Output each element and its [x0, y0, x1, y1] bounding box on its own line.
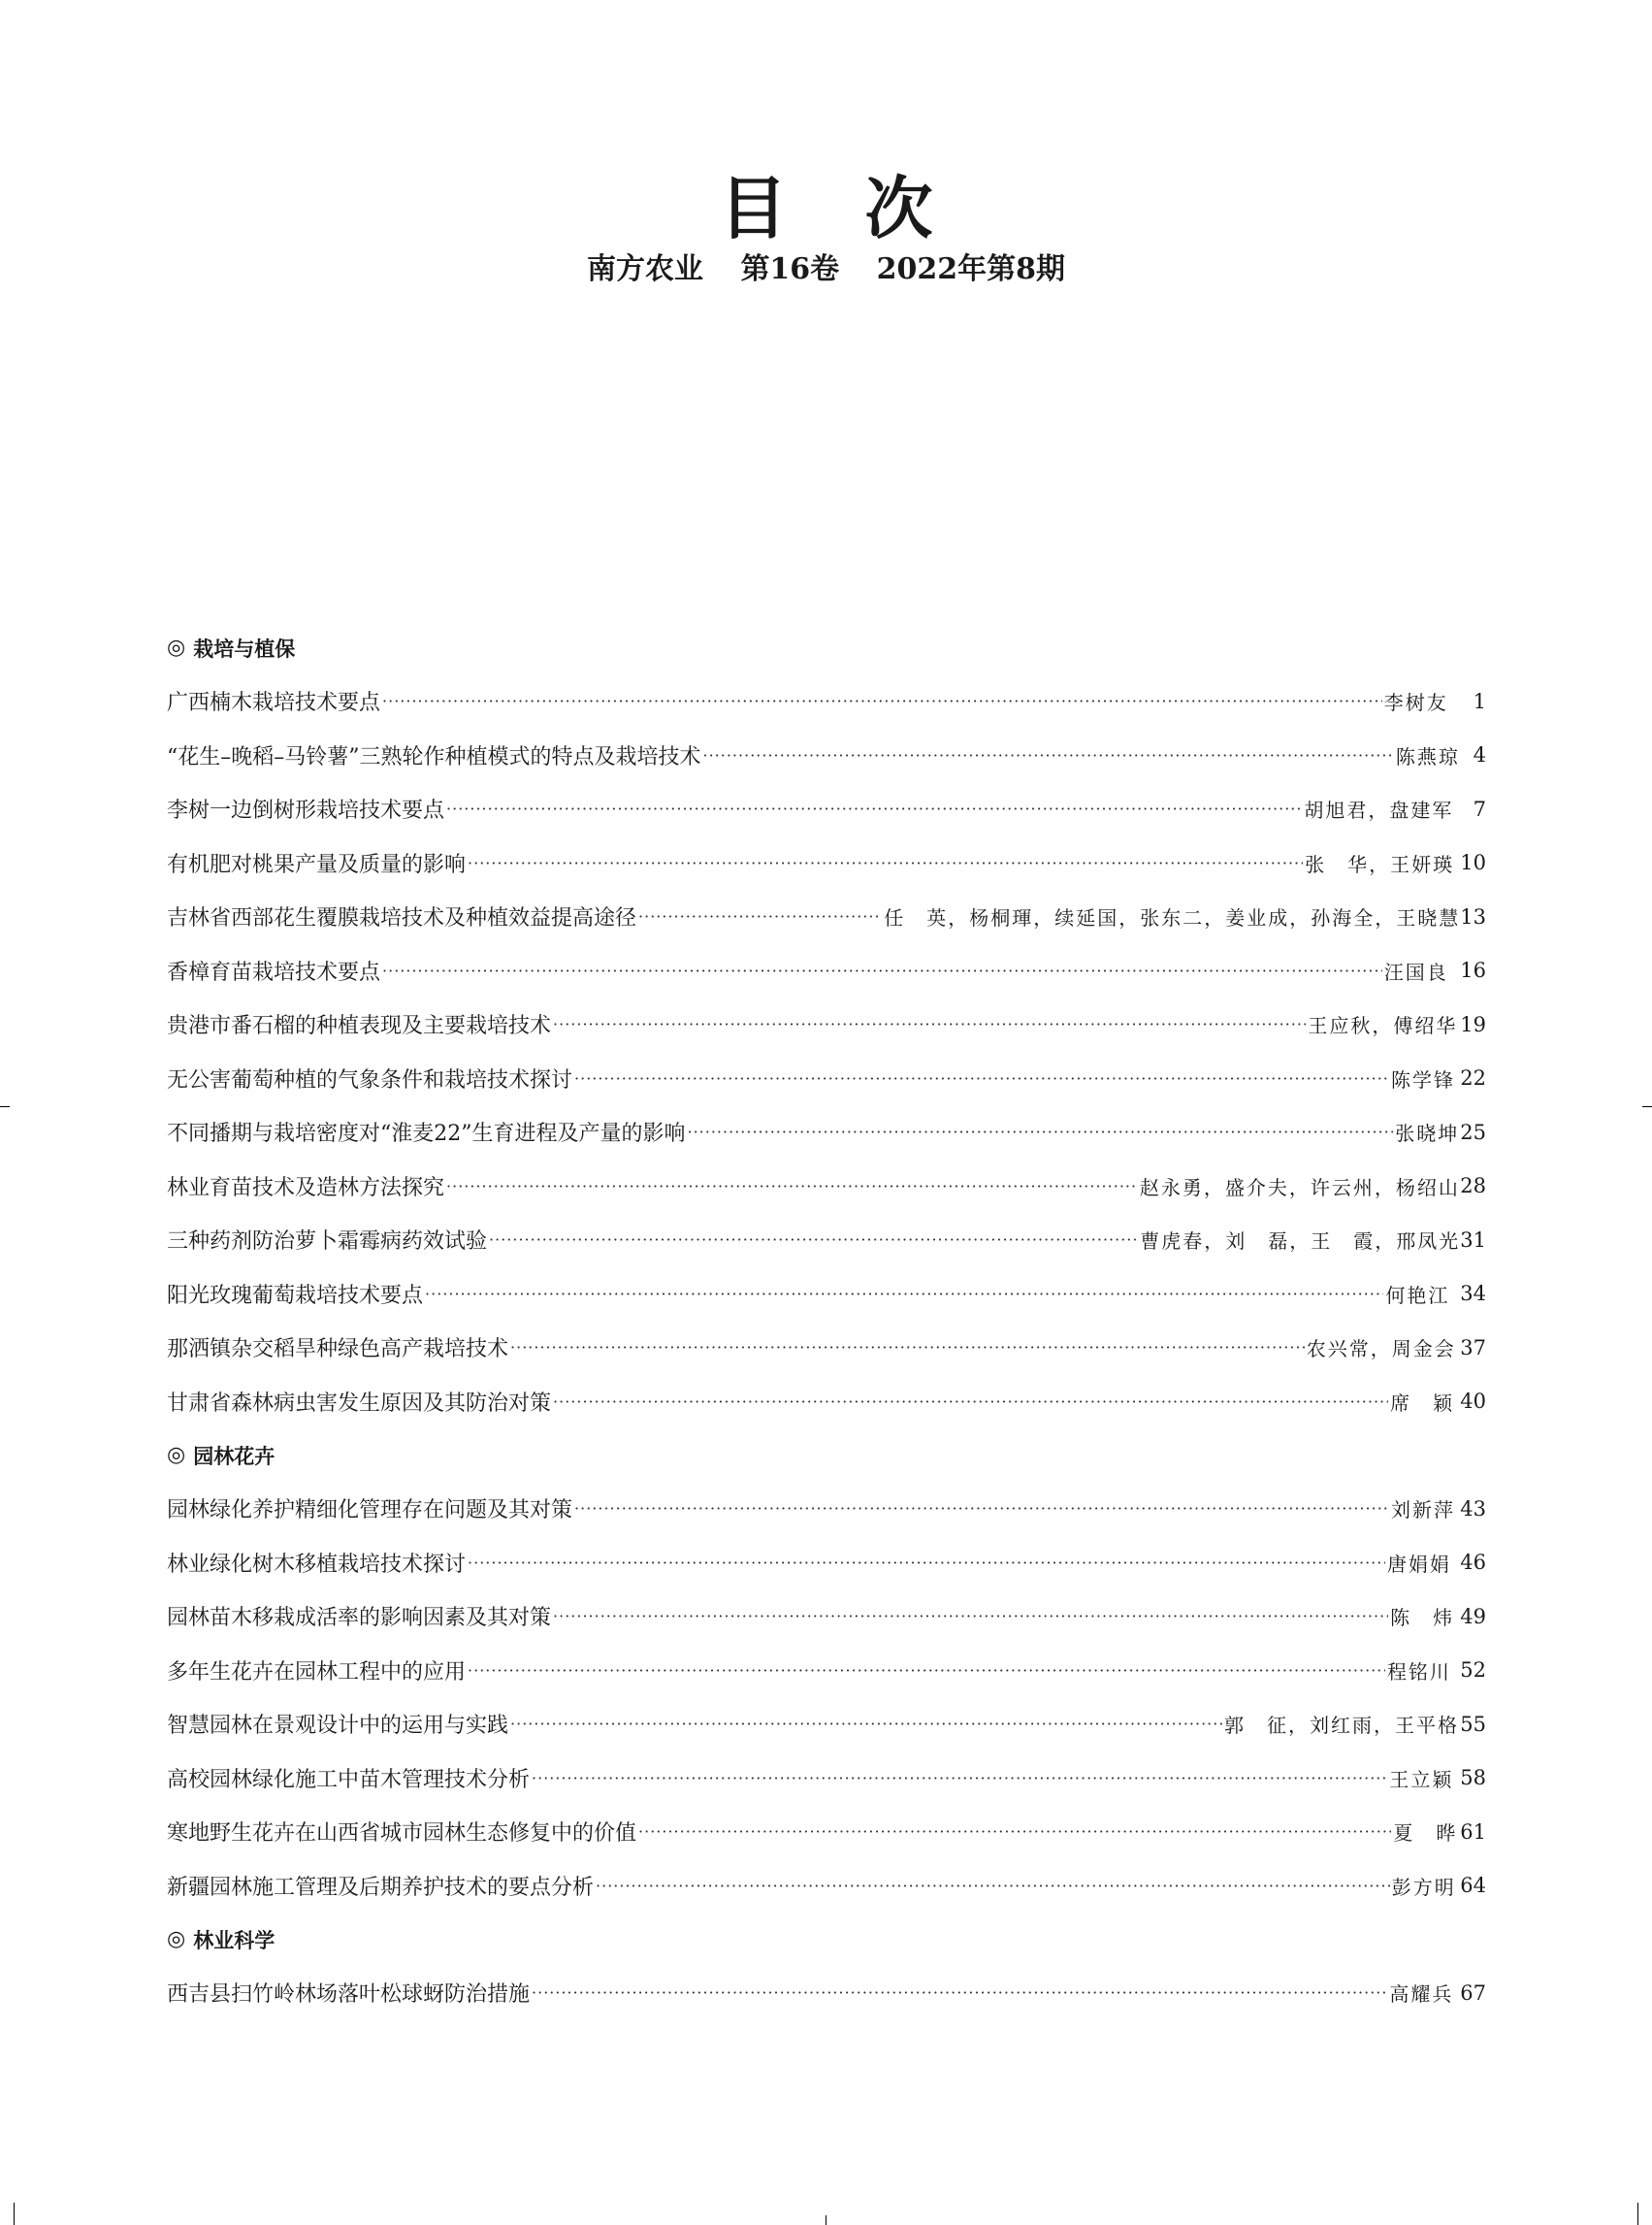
dot-leader — [638, 907, 882, 926]
toc-entry[interactable] — [167, 1052, 1486, 1106]
dot-leader — [510, 1338, 1305, 1357]
dot-leader — [553, 1015, 1306, 1033]
article-authors: 郭 征，刘红雨，王平格 — [1224, 1714, 1460, 1738]
article-title: 园林苗木移栽成活率的影响因素及其对策 — [167, 1606, 552, 1631]
article-authors: 农兴常，周金会 — [1306, 1337, 1456, 1361]
toc-entry[interactable] — [167, 944, 1486, 998]
article-authors: 唐娟娟 — [1386, 1552, 1451, 1576]
dot-leader — [425, 1285, 1383, 1303]
section-name: 栽培与植保 — [193, 637, 296, 661]
table-of-contents — [167, 621, 1486, 2020]
article-authors: 任 英，杨桐琿，续延国，张东二，姜业成，孙海全，王晓慧 — [884, 906, 1461, 931]
toc-entry[interactable] — [167, 1105, 1486, 1160]
section-name: 园林花卉 — [193, 1444, 275, 1468]
article-title: 甘肃省森林病虫害发生原因及其防治对策 — [167, 1391, 552, 1416]
toc-entry[interactable] — [167, 1482, 1486, 1536]
dot-leader — [532, 1983, 1387, 2002]
dot-leader — [532, 1769, 1387, 1787]
article-title: 西吉县扫竹岭林场落叶松球蚜防治措施 — [167, 1982, 531, 2008]
crop-mark — [1642, 1106, 1652, 1107]
article-title: 香樟育苗栽培技术要点 — [167, 960, 381, 985]
dot-leader — [574, 1499, 1389, 1518]
section-name: 林业科学 — [193, 1928, 275, 1952]
section-bullet-icon: ◎ — [167, 636, 186, 660]
article-title: 园林绿化养护精细化管理存在问题及其对策 — [167, 1498, 573, 1523]
dot-leader — [596, 1877, 1390, 1895]
toc-entry[interactable] — [167, 1697, 1486, 1751]
article-title: 寒地野生花卉在山西省城市园林生态修复中的价值 — [167, 1821, 637, 1847]
toc-entry[interactable] — [167, 1267, 1486, 1322]
article-authors: 陈 炜 — [1390, 1606, 1455, 1630]
toc-entry[interactable] — [167, 1644, 1486, 1698]
page-number: 7 — [1473, 797, 1486, 821]
page-number: 1 — [1473, 689, 1486, 713]
article-title: 广西楠木栽培技术要点 — [167, 691, 381, 716]
article-authors: 席 颖 — [1390, 1391, 1455, 1415]
crop-mark — [1637, 2203, 1638, 2225]
article-authors: 胡旭君，盘建军 — [1304, 799, 1454, 823]
journal-subtitle — [0, 250, 1652, 289]
article-authors: 王应秋，傅绍华 — [1308, 1014, 1458, 1038]
page-number: 19 — [1460, 1012, 1486, 1036]
article-authors: 张晓坤 — [1395, 1122, 1460, 1146]
dot-leader — [468, 1661, 1385, 1680]
toc-entry[interactable] — [167, 1589, 1486, 1644]
article-title: 林业绿化树木移植栽培技术探讨 — [167, 1552, 467, 1577]
page-number: 31 — [1460, 1227, 1486, 1252]
dot-leader — [382, 692, 1382, 710]
dot-leader — [553, 1392, 1388, 1411]
article-authors: 何艳江 — [1385, 1283, 1450, 1307]
article-authors: 曹虎春，刘 磊，王 霞，邢凤光 — [1140, 1229, 1461, 1254]
dot-leader — [574, 1069, 1389, 1088]
journal-issue: 2022年第8期 — [876, 252, 1066, 286]
page-number: 58 — [1460, 1766, 1486, 1790]
page-number: 52 — [1460, 1658, 1486, 1683]
section-heading — [167, 1913, 1486, 1966]
page-number: 64 — [1460, 1874, 1486, 1898]
section-heading — [167, 621, 1486, 674]
dot-leader — [688, 1123, 1394, 1141]
page-number: 34 — [1460, 1282, 1486, 1306]
article-title: 多年生花卉在园林工程中的应用 — [167, 1659, 467, 1685]
dot-leader — [446, 800, 1302, 818]
article-authors: 陈学锋 — [1390, 1067, 1455, 1092]
dot-leader — [489, 1230, 1138, 1249]
toc-entry[interactable] — [167, 1805, 1486, 1859]
page-number: 22 — [1460, 1066, 1486, 1091]
page-number: 43 — [1460, 1496, 1486, 1521]
page-number: 49 — [1460, 1604, 1486, 1628]
toc-entry[interactable] — [167, 674, 1486, 729]
article-authors: 王立颖 — [1389, 1767, 1454, 1791]
toc-entry[interactable] — [167, 998, 1486, 1052]
article-title: 李树一边倒树形栽培技术要点 — [167, 799, 445, 824]
article-title: 智慧园林在景观设计中的运用与实践 — [167, 1714, 509, 1739]
toc-entry[interactable] — [167, 1536, 1486, 1590]
article-authors: 赵永勇，盛介夫，许云州，杨绍山 — [1139, 1175, 1460, 1199]
article-authors: 夏 晔 — [1393, 1821, 1458, 1846]
page-number: 40 — [1460, 1390, 1486, 1414]
page-number: 55 — [1460, 1712, 1486, 1736]
dot-leader — [638, 1822, 1391, 1841]
article-authors: 汪国良 — [1383, 960, 1448, 984]
toc-entry[interactable] — [167, 1321, 1486, 1375]
crop-mark — [14, 2203, 15, 2225]
toc-entry[interactable] — [167, 1160, 1486, 1214]
toc-entry[interactable] — [167, 836, 1486, 891]
dot-leader — [382, 962, 1382, 980]
crop-mark — [0, 1106, 10, 1107]
dot-leader — [468, 1554, 1385, 1572]
toc-entry[interactable] — [167, 1375, 1486, 1429]
article-title: 不同播期与栽培密度对“淮麦22”生育进程及产量的影响 — [167, 1122, 686, 1147]
toc-entry[interactable] — [167, 1751, 1486, 1806]
article-title: 吉林省西部花生覆膜栽培技术及种植效益提高途径 — [167, 906, 637, 932]
article-authors: 刘新萍 — [1390, 1498, 1455, 1522]
page-number: 4 — [1473, 743, 1486, 768]
toc-entry[interactable] — [167, 1213, 1486, 1267]
section-bullet-icon: ◎ — [167, 1927, 186, 1951]
dot-leader — [553, 1607, 1388, 1625]
section-heading — [167, 1428, 1486, 1482]
page-number: 13 — [1460, 904, 1486, 929]
toc-entry[interactable] — [167, 782, 1486, 836]
toc-entry[interactable] — [167, 890, 1486, 944]
page-number: 10 — [1460, 851, 1486, 875]
page-number: 25 — [1460, 1120, 1486, 1144]
article-title: 有机肥对桃果产量及质量的影响 — [167, 852, 467, 877]
page-number: 61 — [1460, 1819, 1486, 1844]
article-authors: 张 华，王妍瑛 — [1305, 852, 1455, 876]
dot-leader — [510, 1715, 1222, 1733]
article-title: “花生–晚稻–马铃薯”三熟轮作种植模式的特点及栽培技术 — [167, 744, 701, 769]
article-title: 新疆园林施工管理及后期养护技术的要点分析 — [167, 1875, 595, 1900]
article-authors: 李树友 — [1383, 691, 1448, 715]
article-authors: 彭方明 — [1391, 1875, 1456, 1899]
toc-entry[interactable] — [167, 1859, 1486, 1914]
page-number: 67 — [1460, 1980, 1486, 2005]
article-title: 阳光玫瑰葡萄栽培技术要点 — [167, 1283, 424, 1308]
article-authors: 程铭川 — [1386, 1659, 1451, 1684]
page-number: 37 — [1460, 1335, 1486, 1359]
page-number: 28 — [1460, 1174, 1486, 1198]
article-title: 林业育苗技术及造林方法探究 — [167, 1175, 445, 1200]
page-title: 目次 — [719, 169, 1011, 248]
journal-volume: 第16卷 — [740, 252, 840, 286]
page-number: 16 — [1460, 959, 1486, 983]
toc-entry[interactable] — [167, 729, 1486, 783]
page-number: 46 — [1460, 1551, 1486, 1575]
dot-leader — [468, 854, 1303, 872]
article-title: 三种药剂防治萝卜霜霉病药效试验 — [167, 1229, 488, 1255]
article-authors: 陈燕琼 — [1395, 744, 1460, 769]
dot-leader — [446, 1177, 1138, 1195]
article-title: 无公害葡萄种植的气象条件和栽培技术探讨 — [167, 1067, 573, 1093]
article-title: 那洒镇杂交稻旱种绿色高产栽培技术 — [167, 1337, 509, 1362]
toc-entry[interactable] — [167, 1966, 1486, 2020]
journal-name: 南方农业 — [586, 252, 703, 286]
article-authors: 高耀兵 — [1389, 1982, 1454, 2007]
section-bullet-icon: ◎ — [167, 1443, 186, 1467]
article-title: 贵港市番石榴的种植表现及主要栽培技术 — [167, 1014, 552, 1039]
article-title: 高校园林绿化施工中苗木管理技术分析 — [167, 1767, 531, 1792]
dot-leader — [703, 746, 1394, 765]
